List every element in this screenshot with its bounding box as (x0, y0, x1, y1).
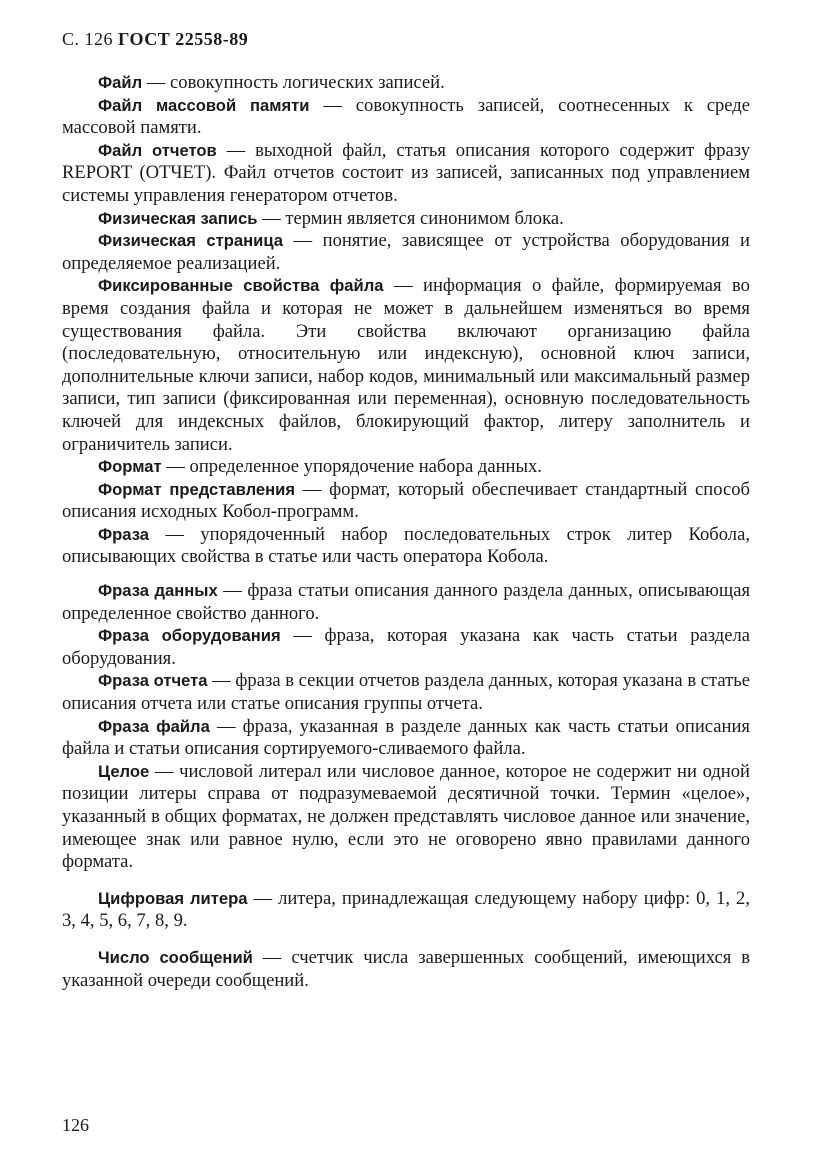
entry-term: Физическая запись (98, 208, 258, 228)
glossary-entry (62, 230, 750, 275)
entry-term: Формат (98, 457, 162, 477)
entry-definition: — информация о файле, формируемая во время создания файла и которая не может в дальнейшем изменяться во время существования файла. Эти свойства включают организацию файла (последовательную, относительную или индексную), основной ключ записи, дополнительные ключи записи, набор кодов, минимальный или максимальный размер записи, тип записи (фиксированная или переменная), основную последовательность ключей для индексных файлов, блокирующий фактор, литеру заполнитель и ограничитель записи. (62, 275, 750, 455)
entry-term: Фиксированные свойства файла (98, 276, 384, 296)
entry-definition: — термин является синонимом блока. (257, 207, 564, 229)
entry-term: Фраза данных (98, 581, 218, 601)
entry-definition: — выходной файл, статья описания которого содержит фразу REPORT (ОТЧЕТ). Файл отчетов состоит из записей, записанных под управлением системы управления генератором отчетов. (62, 139, 751, 206)
entry-term: Цифровая литера (98, 888, 248, 908)
entry-definition: — совокупность логических записей. (142, 72, 445, 93)
glossary-entry (62, 95, 750, 140)
entry-definition: — совокупность записей, соотнесенных к среде массовой памяти. (62, 94, 750, 139)
glossary-entry (62, 761, 750, 874)
entry-definition: — числовой литерал или числовое данное, которое не содержит ни одной позиции литеры справа от подразумеваемой десятичной точки. Термин «целое», указанный в общих форматах, не должен представлять числовое данное или значение, имеющее знак или равное нулю, если это не оговорено явно правилами данного формата. (62, 760, 750, 873)
entry-definition: — счетчик числа завершенных сообщений, имеющихся в указанной очереди сообщений. (62, 946, 750, 991)
glossary-entry (62, 479, 750, 524)
page-number: 126 (62, 1115, 89, 1135)
glossary-entry (62, 888, 750, 933)
glossary-entry (62, 72, 750, 95)
glossary-body (62, 72, 750, 992)
entry-definition: — литера, принадлежащая следующему набору цифр: 0, 1, 2, 3, 4, 5, 6, 7, 8, 9. (62, 887, 750, 932)
entry-term: Файл отчетов (98, 140, 217, 160)
glossary-entry (62, 716, 750, 761)
standard-designation: ГОСТ 22558-89 (118, 29, 249, 49)
glossary-entry (62, 275, 750, 456)
entry-definition: — фраза статьи описания данного раздела данных, описывающая определенное свойство данного. (62, 580, 750, 624)
entry-definition: — определенное упорядочение набора данных. (161, 456, 542, 478)
glossary-entry (62, 670, 750, 715)
entry-definition: — упорядоченный набор последовательных строк литер Кобола, описывающих свойства в статье или часть оператора Кобола. (62, 523, 750, 568)
entry-definition: — понятие, зависящее от устройства оборудования и определяемое реализацией. (62, 230, 750, 274)
entry-term: Фраза (98, 524, 149, 544)
entry-term: Файл (98, 73, 143, 92)
entry-term: Фраза оборудования (98, 626, 281, 646)
glossary-entry (62, 580, 750, 625)
entry-term: Формат представления (98, 479, 296, 499)
glossary-entry (62, 625, 750, 670)
glossary-entry (62, 524, 750, 569)
entry-term: Фраза файла (98, 716, 210, 736)
entry-term: Целое (98, 761, 150, 781)
entry-definition: — фраза, которая указана как часть статьи раздела оборудования. (62, 625, 750, 669)
page-prefix: С. 126 (62, 29, 114, 49)
entry-term: Физическая страница (98, 231, 283, 251)
page-header (62, 29, 248, 50)
glossary-entry (62, 140, 750, 208)
entry-term: Фраза отчета (98, 671, 208, 691)
glossary-entry (62, 947, 750, 992)
entry-definition: — формат, который обеспечивает стандартный способ описания исходных Кобол-программ. (62, 478, 750, 523)
glossary-entry (62, 456, 750, 479)
entry-term: Число сообщений (98, 947, 253, 967)
glossary-entry (62, 208, 750, 231)
entry-term: Файл массовой памяти (98, 95, 310, 115)
entry-definition: — фраза, указанная в разделе данных как часть статьи описания файла и статьи описания сортируемого-сливаемого файла. (62, 715, 750, 760)
entry-definition: — фраза в секции отчетов раздела данных, которая указана в статье описания отчета или статье описания группы отчета. (62, 670, 751, 715)
